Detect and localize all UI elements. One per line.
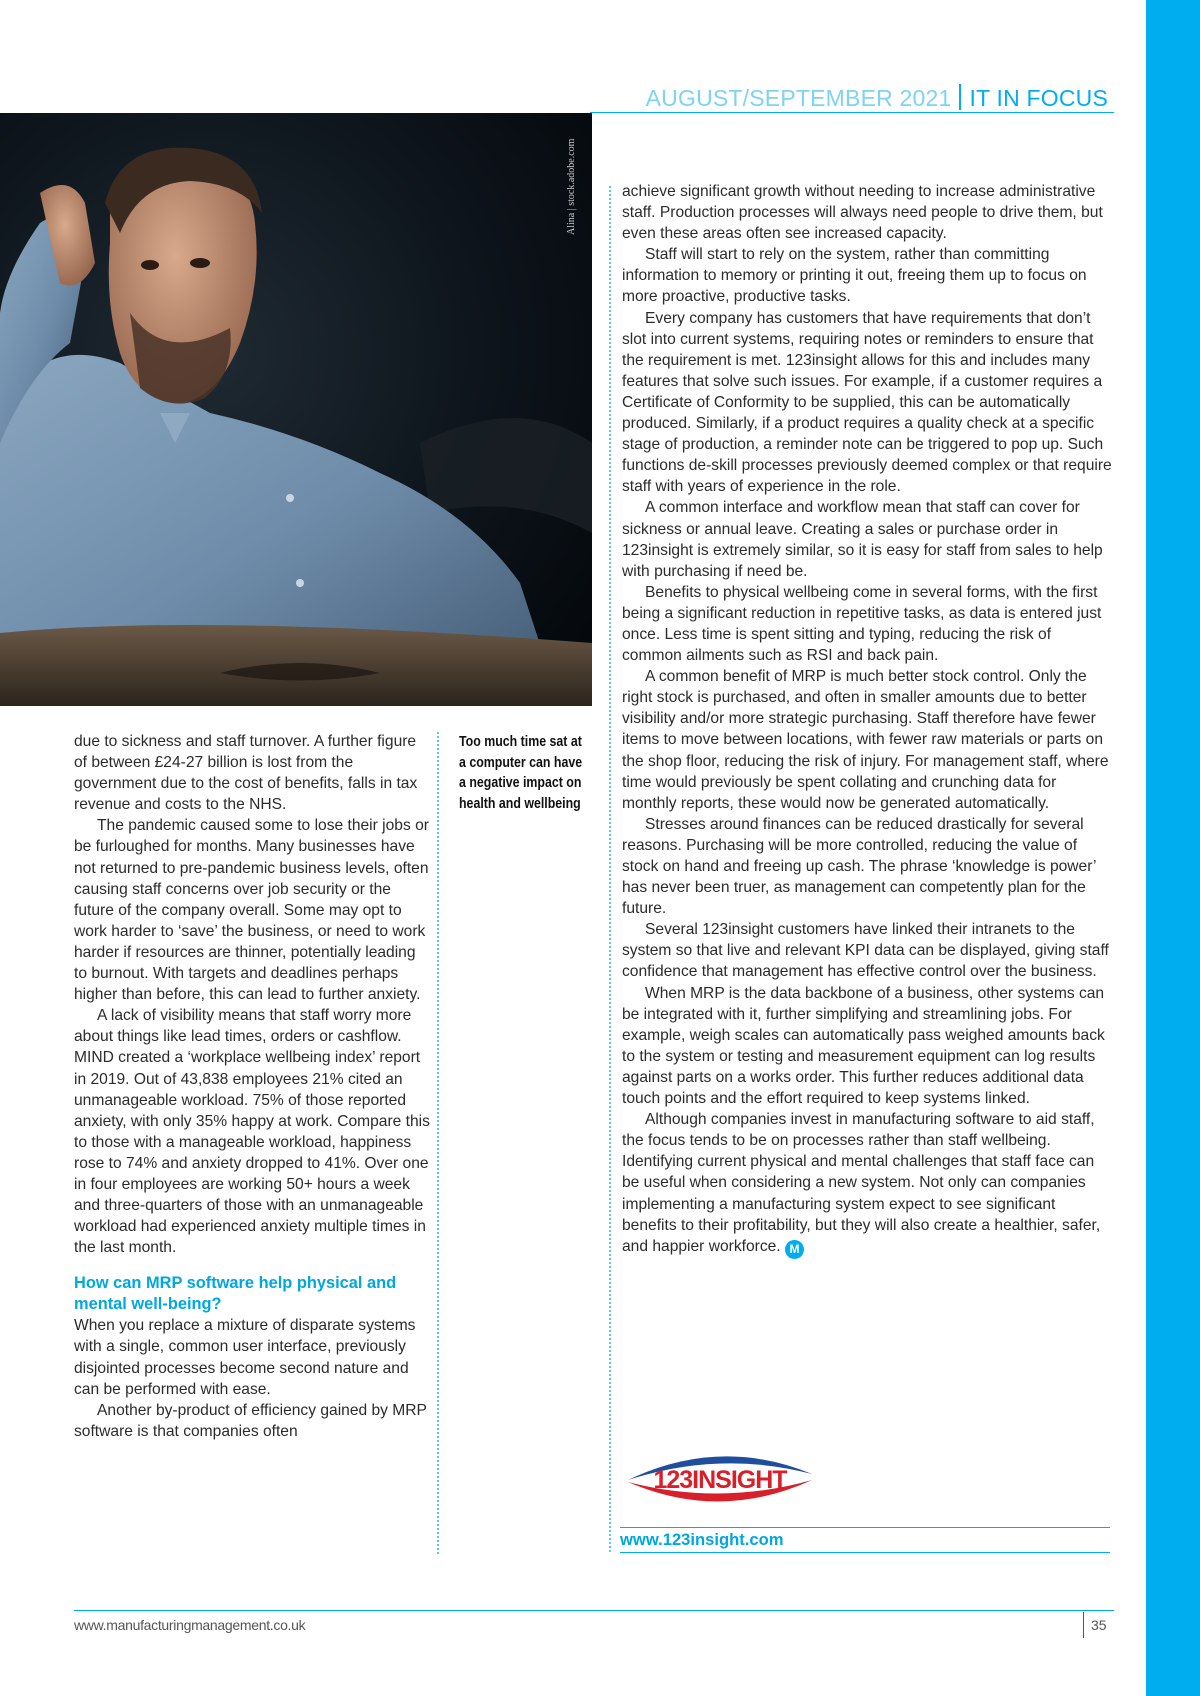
paragraph: due to sickness and staff turnover. A further figure of between £24-27 billion is lost from the government due to the cost of benefits, falls in tax revenue and costs to the NHS. [74,733,418,814]
company-logo [622,1444,818,1514]
caption-line: a negative impact on [459,775,582,792]
last-paragraph [622,1109,1114,1259]
logo-wordmark: 123INSIGHT [653,1466,787,1494]
running-header [646,84,1108,112]
photo-caption [459,732,583,814]
accent-sidebar [1146,0,1200,1696]
paragraph: achieve significant growth without needing to increase administrative staff. Production processes will always need people to drive them, but even these areas often see increased capacity. [622,183,1103,243]
left-column [74,731,430,1442]
website-rule [620,1527,1110,1528]
website-rule [620,1552,1110,1553]
end-mark-icon: M [785,1240,804,1259]
photo-credit: Alina | stock.adobe.com [566,138,577,235]
paragraph: The pandemic caused some to lose their jobs or be furloughed for months. Many businesses have not returned to pre-pandemic business levels, often causing staff concerns over job security or the future of the company overall. Some may opt to work harder to ‘save’ the business, or need to work harder if resources are thinner, potentially leading to burnout. With targets and deadlines perhaps higher than before, this can lead to further anxiety. [74,817,429,1004]
man-at-desk-illustration [0,113,592,706]
paragraph: When you replace a mixture of disparate systems with a single, common user interface, previously disjointed processes become second nature and can be performed with ease. [74,1317,416,1398]
paragraph: A common interface and workflow mean that staff can cover for sickness or annual leave. Creating a sales or purchase order in 123insight is extremely similar, so it is easy for staff from sales to help with purchasing if need be. [622,499,1103,580]
paragraph: Benefits to physical wellbeing come in several forms, with the first being a significant reduction in repetitive tasks, as data is entered just once. Less time is spent sitting and typing, reducing the risk of common ailments such as RSI and back pain. [622,583,1102,665]
footer-rule [74,1610,1114,1611]
column-divider [609,186,611,1552]
caption-line: Too much time sat at [459,734,582,750]
paragraph-text: Although companies invest in manufacturing software to aid staff, the focus tends to be on processes rather than staff wellbeing. Identifying current physical and mental challenges that staff face can be useful when considering a new system. Not only can companies implementing a manufacturing system expect to see significant benefits to their profitability, but they will also create a healthier, safer, and happier workforce. [622,1111,1101,1255]
header-separator [959,84,961,110]
right-column [622,181,1114,1259]
website-link[interactable]: www.123insight.com [620,1530,784,1549]
section-title: IT IN FOCUS [969,85,1108,111]
paragraph: A lack of visibility means that staff worry more about things like lead times, orders or cashflow. MIND created a ‘workplace wellbeing index’ report in 2019. Out of 43,838 employees 21% cited an unmanageable workload. 75% of those reported anxiety, with only 35% happy at work. Compare this to those with a manageable workload, happiness rose to 74% and anxiety dropped to 41%. Over one in four employees are working 50+ hours a week and three-quarters of those with an unmanageable workload had experienced anxiety multiple times in the last month. [74,1007,430,1257]
paragraph: Staff will start to rely on the system, rather than committing information to memory or printing it out, freeing them up to focus on more proactive, productive tasks. [622,246,1087,306]
paragraph: When MRP is the data backbone of a business, other systems can be integrated with it, further simplifying and streamlining jobs. For example, weigh scales can automatically pass weighed amounts back to the system or testing and measurement equipment can log results against parts on a works order. This further reduces additional data touch points and the effort required to keep systems linked. [622,984,1105,1108]
issue-date: AUGUST/SEPTEMBER 2021 [645,85,952,111]
caption-line: a computer can have [459,754,583,771]
paragraph: Stresses around finances can be reduced drastically for several reasons. Purchasing will be more controlled, reducing the value of stock on hand and freeing up cash. The phrase ‘knowledge is power’ has never been truer, as management can competently plan for the future. [622,815,1096,918]
caption-line: health and wellbeing [459,795,581,812]
paragraph: A common benefit of MRP is much better stock control. Only the right stock is purchased, and often in smaller amounts due to better visibility and/or more strategic purchasing. Staff therefore have fewer items to move between locations, with fewer raw materials or parts on the shop floor, reducing the risk of injury. For management staff, where time would previously be spent collating and crunching data for monthly reports, these would now be generated automatically. [622,668,1109,812]
article-photo [0,113,592,706]
page-number: 35 [1091,1617,1107,1633]
header-rule [590,112,1114,113]
footer-url[interactable]: www.manufacturingmanagement.co.uk [74,1617,306,1633]
subheading: How can MRP software help physical and mental well-being? [74,1274,397,1314]
logo-swoosh-icon [622,1444,818,1514]
paragraph: Another by-product of efficiency gained by MRP software is that companies often [74,1401,427,1440]
paragraph: Several 123insight customers have linked their intranets to the system so that live and relevant KPI data can be displayed, giving staff confidence that management has effective control over the business. [622,921,1109,981]
footer-separator [1083,1612,1084,1638]
column-divider [437,732,439,1554]
paragraph: Every company has customers that have requirements that don’t slot into current systems, requiring notes or reminders to ensure that the requirement is met. 123insight allows for this and includes many features that solve such issues. For example, if a customer requires a Certificate of Conformity to be supplied, this can be automatically produced. Similarly, if a product requires a quality check at a specific stage of production, a reminder note can be triggered to pop up. Such functions de-skill processes previously deemed complex or that require staff with years of experience in the role. [622,309,1112,496]
